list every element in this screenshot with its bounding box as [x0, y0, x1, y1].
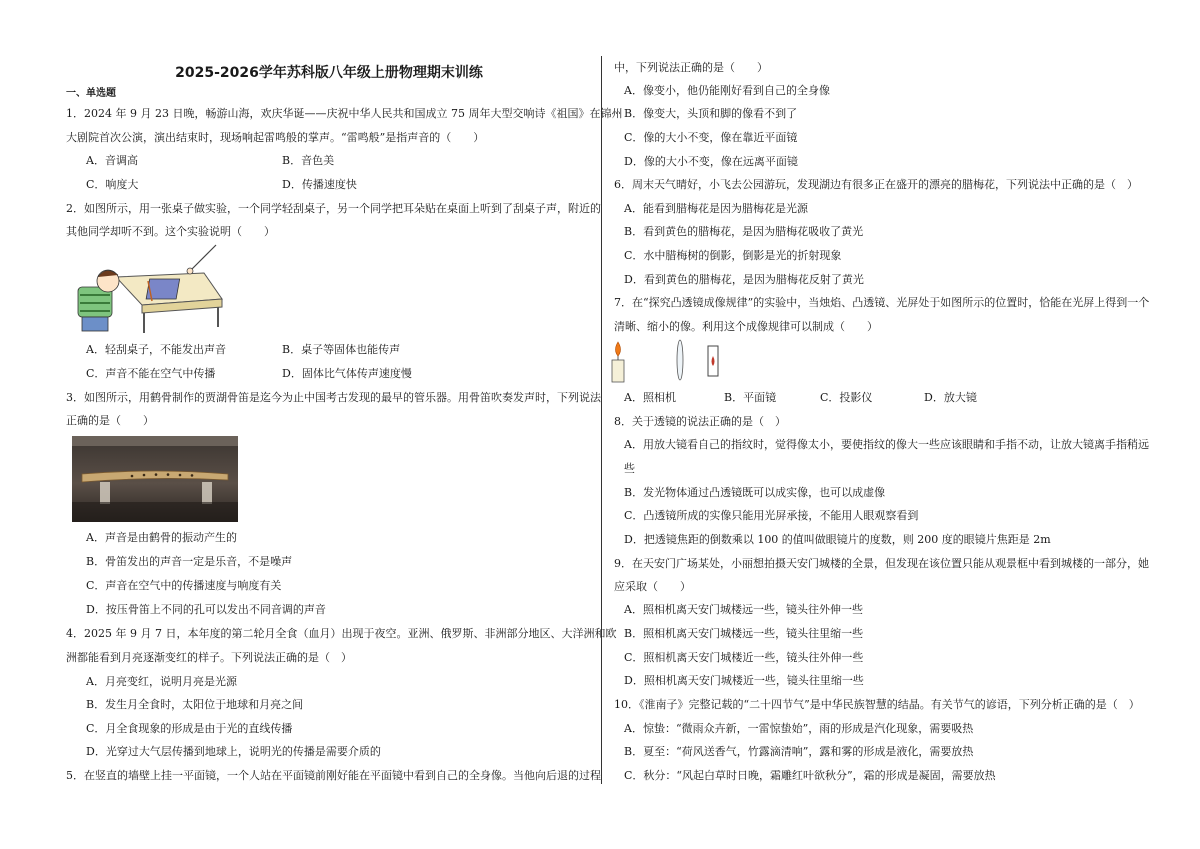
q5-option-c: C．像的大小不变，像在靠近平面镜 [624, 131, 798, 144]
q8-stem: 8．关于透镜的说法正确的是（ ） [614, 415, 786, 428]
q7-option-b: B．平面镜 [724, 391, 777, 404]
q1-option-b: B．音色美 [282, 154, 335, 167]
section-heading: 一、单选题 [66, 88, 116, 99]
q6-option-a: A．能看到腊梅花是因为腊梅花是光源 [624, 202, 808, 215]
q3-stem-line1: 3．如图所示，用鹤骨制作的贾湖骨笛是迄今为止中国考古发现的最早的管乐器。用骨笛吹奏发声时，下列说法 [66, 391, 601, 404]
q10-option-a: A．惊蛰：“微雨众卉新，一雷惊蛰始”，雨的形成是汽化现象，需要吸热 [624, 722, 974, 735]
q4-option-b: B．发生月全食时，太阳位于地球和月亮之间 [86, 698, 304, 711]
q6-stem: 6．周末天气晴好，小飞去公园游玩，发现湖边有很多正在盛开的漂亮的腊梅花，下列说法中正确的是（ ） [614, 178, 1138, 191]
q3-option-b: B．骨笛发出的声音一定是乐音，不是噪声 [86, 555, 293, 568]
q7-lens-setup-figure [610, 338, 722, 384]
q3-option-c: C．声音在空气中的传播速度与响度有关 [86, 579, 282, 592]
q7-option-d: D．放大镜 [924, 391, 977, 404]
q4-option-c: C．月全食现象的形成是由于光的直线传播 [86, 722, 293, 735]
q2-stem-line1: 2．如图所示，用一张桌子做实验，一个同学轻刮桌子，另一个同学把耳朵贴在桌面上听到了刮桌子声，附近的 [66, 202, 601, 215]
q4-option-a: A．月亮变红，说明月亮是光源 [86, 675, 237, 688]
q1-stem-line2: 大剧院首次公演，演出结束时，现场响起雷鸣般的掌声。“雷鸣般”是指声音的（ ） [66, 131, 485, 144]
q3-bone-flute-photo [72, 436, 238, 522]
q2-stem-line2: 其他同学却听不到。这个实验说明（ ） [66, 225, 275, 238]
q4-stem-line1: 4．2025 年 9 月 7 日，本年度的第二轮月全食（血月）出现于夜空。亚洲、俄罗斯、非洲部分地区、大洋洲和欧 [66, 627, 617, 640]
q6-option-c: C．水中腊梅树的倒影，倒影是光的折射现象 [624, 249, 842, 262]
q5-option-b: B．像变大，头顶和脚的像看不到了 [624, 107, 798, 120]
q10-option-b: B．夏至：“荷风送香气，竹露滴清响”，露和雾的形成是液化，需要放热 [624, 745, 974, 758]
q6-option-d: D．看到黄色的腊梅花，是因为腊梅花反射了黄光 [624, 273, 864, 286]
q1-stem-line1: 1．2024 年 9 月 23 日晚，畅游山海，欢庆华诞——庆祝中华人民共和国成立 75 周年大型交响诗《祖国》在锦州 [66, 107, 623, 120]
q5-stem-line1: 5．在竖直的墙壁上挂一平面镜，一个人站在平面镜前刚好能在平面镜中看到自己的全身像。当他向后退的过程 [66, 769, 601, 782]
q1-option-c: C．响度大 [86, 178, 139, 191]
q2-option-c: C．声音不能在空气中传播 [86, 367, 216, 380]
q10-option-c: C．秋分：“风起白草时日晚，霜雕红叶欲秋分”，霜的形成是凝固，需要放热 [624, 769, 996, 782]
q5-option-a: A．像变小，他仍能刚好看到自己的全身像 [624, 84, 830, 97]
q9-option-b: B．照相机离天安门城楼远一些，镜头往里缩一些 [624, 627, 864, 640]
q4-stem-line2: 洲都能看到月亮逐渐变红的样子。下列说法正确的是（ ） [66, 651, 352, 664]
q4-option-d: D．光穿过大气层传播到地球上，说明光的传播是需要介质的 [86, 745, 381, 758]
q2-option-d: D．固体比气体传声速度慢 [282, 367, 412, 380]
q5-stem-line2: 中，下列说法正确的是（ ） [614, 61, 768, 74]
q8-option-c: C．凸透镜所成的实像只能用光屏承接，不能用人眼观察看到 [624, 509, 919, 522]
q9-option-d: D．照相机离天安门城楼近一些，镜头往里缩一些 [624, 674, 864, 687]
q9-option-c: C．照相机离天安门城楼近一些，镜头往外伸一些 [624, 651, 864, 664]
q2-option-b: B．桌子等固体也能传声 [282, 343, 401, 356]
q6-option-b: B．看到黄色的腊梅花，是因为腊梅花吸收了黄光 [624, 225, 864, 238]
q1-option-d: D．传播速度快 [282, 178, 357, 191]
q8-option-b: B．发光物体通过凸透镜既可以成实像，也可以成虚像 [624, 486, 886, 499]
q3-option-a: A．声音是由鹤骨的振动产生的 [86, 531, 237, 544]
q8-option-a-line2: 些 [624, 462, 635, 475]
q7-option-c: C．投影仪 [820, 391, 873, 404]
q7-stem-line2: 清晰、缩小的像。利用这个成像规律可以制成（ ） [614, 320, 878, 333]
q8-option-a-line1: A．用放大镜看自己的指纹时，觉得像太小，要使指纹的像大一些应该眼睛和手指不动，让放大镜离手指稍远 [624, 438, 1149, 451]
q7-stem-line1: 7．在“探究凸透镜成像规律”的实验中，当烛焰、凸透镜、光屏处于如图所示的位置时，恰能在光屏上得到一个 [614, 296, 1150, 309]
column-divider [601, 56, 602, 784]
q9-option-a: A．照相机离天安门城楼远一些，镜头往外伸一些 [624, 603, 863, 616]
q1-option-a: A．音调高 [86, 154, 138, 167]
q3-option-d: D．按压骨笛上不同的孔可以发出不同音调的声音 [86, 603, 326, 616]
q2-option-a: A．轻刮桌子，不能发出声音 [86, 343, 226, 356]
q10-stem: 10．《淮南子》完整记载的“二十四节气”是中华民族智慧的结晶。有关节气的谚语，下列分析正确的是（ ） [614, 698, 1140, 711]
exam-title: 2025-2026学年苏科版八年级上册物理期末训练 [175, 65, 483, 81]
q8-option-d: D．把透镜焦距的倒数乘以 100 的值叫做眼镜片的度数，则 200 度的眼镜片焦距是 2m [624, 533, 1051, 546]
q5-option-d: D．像的大小不变，像在远离平面镜 [624, 155, 798, 168]
q7-option-a: A．照相机 [624, 391, 676, 404]
q3-stem-line2: 正确的是（ ） [66, 414, 154, 427]
q2-desk-experiment-figure [72, 243, 224, 335]
q9-stem-line2: 应采取（ ） [614, 580, 691, 593]
q9-stem-line1: 9．在天安门广场某处，小丽想拍摄天安门城楼的全景，但发现在该位置只能从观景框中看到城楼的一部分，她 [614, 557, 1149, 570]
